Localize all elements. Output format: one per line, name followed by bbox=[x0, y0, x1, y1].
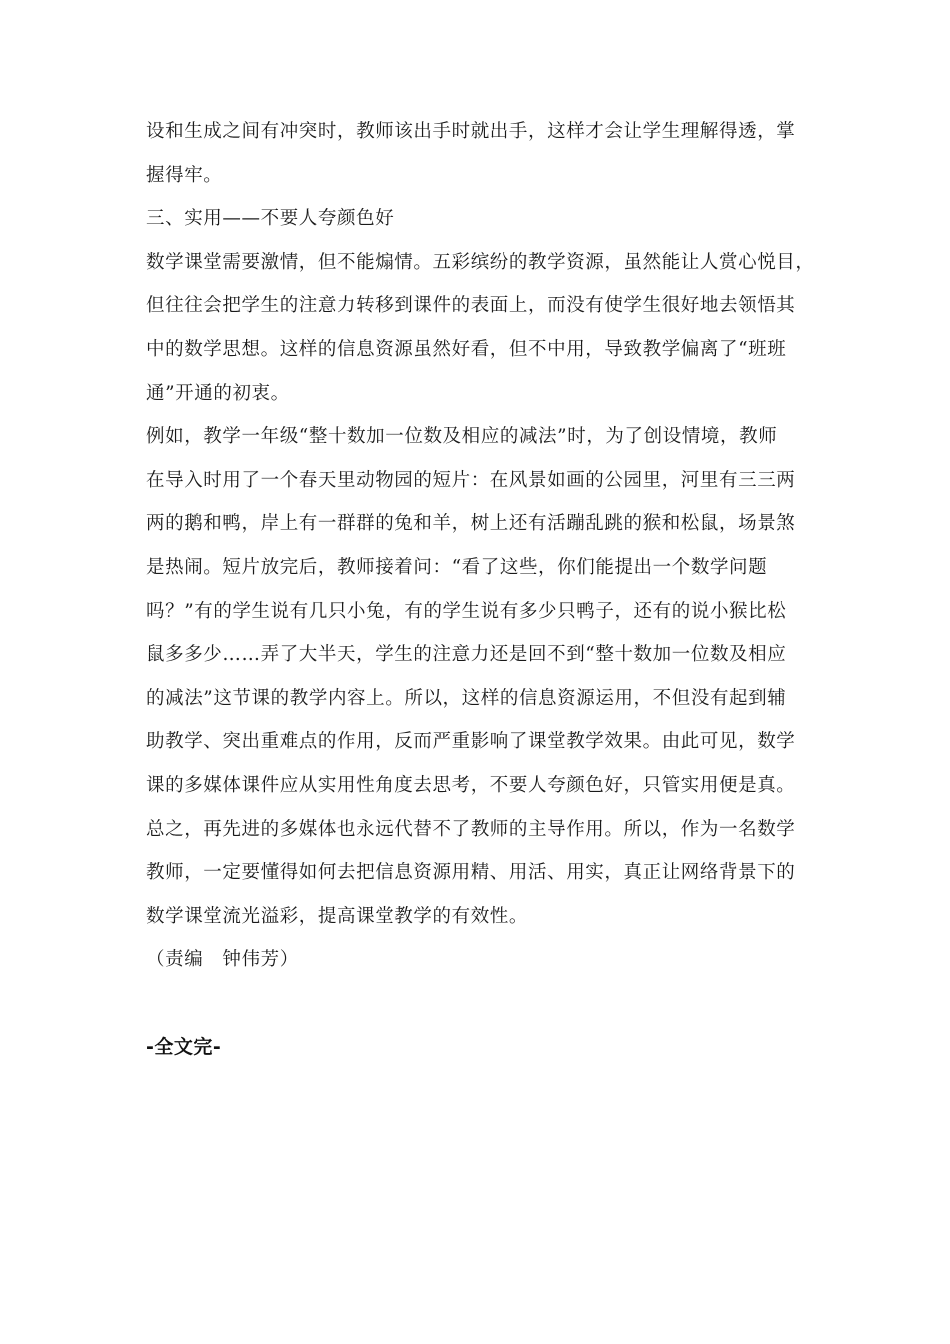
text-line: 是热闹。短片放完后，教师接着问：“看了这些，你们能提出一个数学问题 bbox=[146, 556, 768, 578]
end-of-article-marker: -全文完- bbox=[146, 1036, 222, 1058]
text-line: 设和生成之间有冲突时，教师该出手时就出手，这样才会让学生理解得透，掌 bbox=[146, 121, 796, 142]
text-line: 中的数学思想。这样的信息资源虽然好看，但不中用，导致教学偏离了“班班 bbox=[146, 338, 787, 360]
text-line: 握得牢。 bbox=[146, 164, 223, 186]
text-line: 通”开通的初衷。 bbox=[146, 382, 290, 404]
section-heading: 三、实用——不要人夸颜色好 bbox=[146, 208, 395, 230]
text-line: 数学课堂需要激情，但不能煽情。五彩缤纷的教学资源，虽然能让人赏心悦目， bbox=[146, 251, 815, 273]
text-line: 但往往会把学生的注意力转移到课件的表面上，而没有使学生很好地去领悟其 bbox=[146, 295, 796, 317]
text-line: 的减法”这节课的教学内容上。所以，这样的信息资源运用，不但没有起到辅 bbox=[146, 687, 787, 709]
text-line: 助教学、突出重难点的作用，反而严重影响了课堂教学效果。由此可见，数学 bbox=[146, 731, 796, 753]
text-line: 例如，教学一年级“整十数加一位数及相应的减法”时，为了创设情境，教师 bbox=[146, 426, 778, 448]
text-line: 数学课堂流光溢彩，提高课堂教学的有效性。 bbox=[146, 905, 529, 927]
text-line: 总之，再先进的多媒体也永远代替不了教师的主导作用。所以，作为一名数学 bbox=[146, 818, 796, 840]
document-body bbox=[146, 110, 816, 982]
text-line: 鼠多多少……弄了大半天，学生的注意力还是回不到“整十数加一位数及相应 bbox=[146, 644, 787, 666]
editor-credit: （责编 钟伟芳） bbox=[146, 949, 299, 971]
text-line: 教师，一定要懂得如何去把信息资源用精、用活、用实，真正让网络背景下的 bbox=[146, 862, 796, 884]
text-line: 两的鹅和鸭，岸上有一群群的兔和羊，树上还有活蹦乱跳的猴和松鼠，场景煞 bbox=[146, 513, 796, 535]
text-line: 在导入时用了一个春天里动物园的短片：在风景如画的公园里，河里有三三两 bbox=[146, 469, 796, 491]
text-line: 吗？”有的学生说有几只小兔，有的学生说有多少只鸭子，还有的说小猴比松 bbox=[146, 600, 787, 622]
text-line: 课的多媒体课件应从实用性角度去思考，不要人夸颜色好，只管实用便是真。 bbox=[146, 774, 796, 796]
